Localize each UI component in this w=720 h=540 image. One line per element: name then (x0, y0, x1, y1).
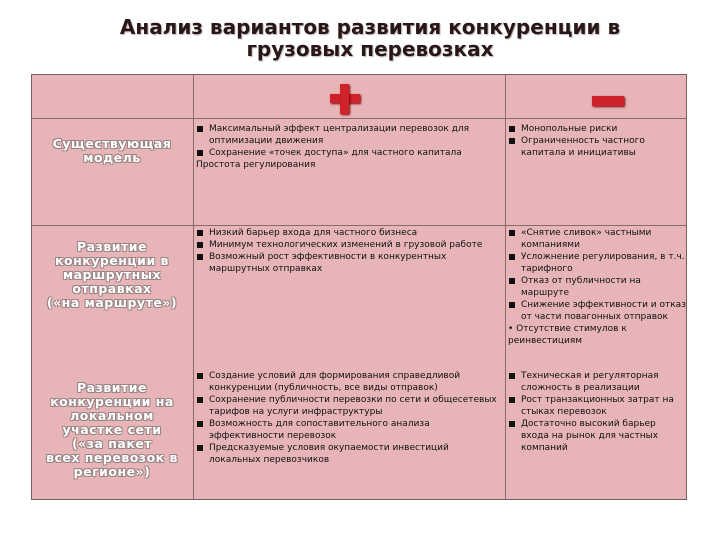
row-label-line: Развитие (76, 239, 147, 254)
row-2-cons (508, 227, 686, 347)
title-line-1: Анализ вариантов развития конкуренции в (119, 15, 621, 39)
row-label-line: всех перевозок в (46, 450, 178, 465)
row-label-line: маршрутных (62, 267, 162, 282)
row-label-line: («за пакет (71, 436, 153, 451)
con-item: Достаточно высокий барьер входа на рынок для частных компаний (508, 418, 686, 454)
pro-item: Сохранение «точек доступа» для частного капитала (196, 147, 502, 159)
row-label-line: регионе») (73, 464, 151, 479)
row-label-line: отправках (72, 281, 152, 296)
plus-icon-bar (340, 84, 349, 114)
pro-item: Предсказуемые условия окупаемости инвестиций локальных перевозчиков (196, 442, 502, 466)
row-label-route-competition (36, 240, 188, 310)
con-item: Монопольные риски (508, 123, 684, 135)
minus-icon (592, 96, 624, 106)
row-1-cons (508, 123, 684, 159)
row-1-pros (196, 123, 502, 171)
row-label-line: («на маршруте») (46, 295, 178, 310)
header-divider (32, 118, 686, 119)
slide-title (60, 16, 680, 60)
con-item: • Отсутствие стимулов к реинвестициям (508, 324, 627, 346)
title-line-2: грузовых перевозках (246, 37, 494, 61)
con-item: «Снятие сливок» частными компаниями (508, 227, 686, 251)
con-item: Рост транзакционных затрат на стыках перевозок (508, 394, 686, 418)
row-divider-1 (32, 225, 686, 226)
con-item: Техническая и регуляторная сложность в реализации (508, 370, 686, 394)
pro-item: Возможный рост эффективности в конкурентных маршрутных отправках (196, 251, 502, 275)
pro-item: Минимум технологических изменений в грузовой работе (196, 239, 502, 251)
plus-icon (330, 84, 360, 114)
row-label-line: модель (83, 150, 141, 165)
con-item: Ограниченность частного капитала и инициативы (508, 135, 684, 159)
row-label-line: конкуренции на (50, 394, 174, 409)
con-item: Усложнение регулирования, в т.ч. тарифного (508, 251, 686, 275)
pro-item: Сохранение публичности перевозки по сети и общесетевых тарифов на услуги инфраструктуры (196, 394, 502, 418)
con-item: Снижение эффективности и отказ от части повагонных отправок (508, 299, 686, 323)
row-label-line: участке сети (62, 422, 162, 437)
pro-item: Низкий барьер входа для частного бизнеса (196, 227, 502, 239)
pro-item: Простота регулирования (196, 160, 316, 170)
pro-item: Создание условий для формирования справедливой конкуренции (публичность, все виды отправок) (196, 370, 502, 394)
row-3-cons (508, 370, 686, 454)
column-divider-2 (505, 75, 506, 499)
row-label-local-competition (36, 381, 188, 479)
con-item: Отказ от публичности на маршруте (508, 275, 686, 299)
pro-item: Максимальный эффект централизации перевозок для оптимизации движения (196, 123, 502, 147)
row-3-pros (196, 370, 502, 466)
row-label-line: конкуренции в (55, 253, 169, 268)
row-label-existing-model (36, 137, 188, 165)
row-label-line: Существующая (52, 136, 172, 151)
row-label-line: Развитие (76, 380, 147, 395)
comparison-table (31, 74, 687, 500)
row-label-line: локальном (70, 408, 154, 423)
column-divider-1 (193, 75, 194, 499)
pro-item: Возможность для сопоставительного анализа эффективности перевозок (196, 418, 502, 442)
row-2-pros (196, 227, 502, 275)
